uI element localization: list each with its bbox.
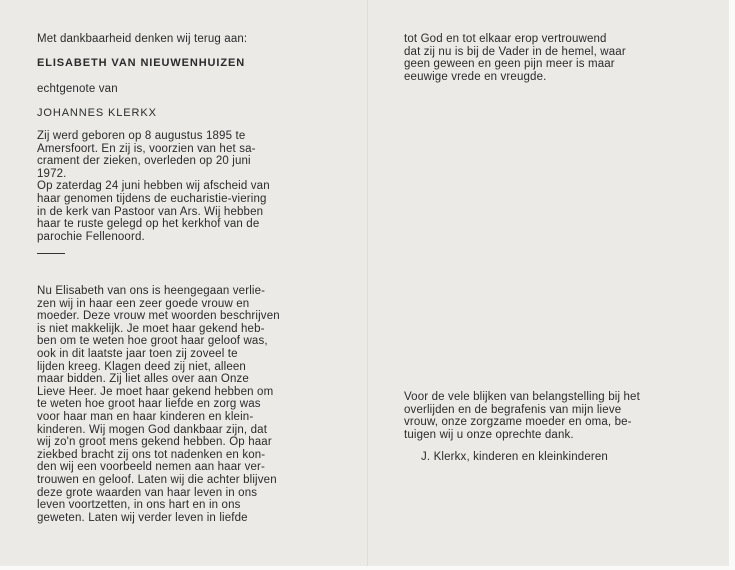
bio-line: haar te ruste gelegd op het kerkhof van de bbox=[37, 218, 260, 231]
tribute-line: wij zo'n groot mens gekend hebben. Op haar bbox=[37, 436, 272, 449]
tribute-line: voor haar man en haar kinderen en klein- bbox=[37, 410, 254, 423]
bio-line: haar genomen tijdens de eucharistie-viering bbox=[37, 192, 267, 205]
spouse-name: JOHANNES KLERKX bbox=[37, 107, 157, 119]
thanks-line: tuigen wij u onze oprechte dank. bbox=[404, 428, 574, 441]
bio-line: crament der zieken, overleden op 20 juni bbox=[37, 155, 251, 168]
tribute-line: lijden kreeg. Klagen deed zij niet, alleen bbox=[37, 360, 246, 373]
bio-line: Op zaterdag 24 juni hebben wij afscheid van bbox=[37, 180, 270, 193]
bio-line: Amersfoort. En zij is, voorzien van het sa- bbox=[37, 142, 256, 155]
continuation-line: tot God en tot elkaar erop vertrouwend bbox=[404, 33, 607, 45]
biography-paragraph bbox=[37, 130, 355, 243]
tribute-line: maar bidden. Zij liet alles over aan Onze bbox=[37, 373, 249, 386]
scan-edge-right bbox=[729, 0, 735, 570]
thanks-line: Voor de vele blijken van belangstelling bij het bbox=[404, 391, 640, 403]
continuation-line: eeuwige vrede en vreugde. bbox=[404, 70, 547, 83]
thanks-line: overlijden en de begrafenis van mijn lieve bbox=[404, 403, 622, 416]
bio-line: parochie Fellenoord. bbox=[37, 230, 145, 243]
scan-edge-bottom bbox=[0, 566, 735, 570]
thanks-line: vrouw, onze zorgzame moeder en oma, be- bbox=[404, 416, 632, 429]
deceased-name: ELISABETH VAN NIEUWENHUIZEN bbox=[37, 57, 246, 69]
tribute-paragraph bbox=[37, 285, 355, 524]
continuation-line: dat zij nu is bij de Vader in de hemel, waar bbox=[404, 45, 626, 58]
tribute-line: Nu Elisabeth van ons is heengegaan verlie- bbox=[37, 285, 266, 297]
thanks-paragraph bbox=[404, 391, 726, 441]
continuation-line: geen geween en geen pijn meer is maar bbox=[404, 58, 615, 71]
tribute-line: ook in dit laatste jaar toen zij zoveel te bbox=[37, 347, 238, 360]
tribute-line: is niet makkelijk. Je moet haar gekend heb- bbox=[37, 322, 265, 335]
tribute-line: te weten hoe groot haar liefde en zorg was bbox=[37, 398, 261, 411]
tribute-line: deze grote waarden van haar leven in ons bbox=[37, 486, 258, 499]
tribute-line: den wij een voorbeeld nemen aan haar ver- bbox=[37, 461, 265, 474]
tribute-line: kinderen. Wij mogen God dankbaar zijn, dat bbox=[37, 423, 268, 436]
signature: J. Klerkx, kinderen en kleinkinderen bbox=[421, 451, 608, 463]
tribute-line: ziekbed bracht zij ons tot nadenken en kon- bbox=[37, 448, 266, 461]
section-divider bbox=[37, 253, 65, 254]
tribute-line: trouwen en geloof. Laten wij die achter blijven bbox=[37, 473, 277, 486]
tribute-line: ben om te weten hoe groot haar geloof was, bbox=[37, 335, 268, 348]
fold-line bbox=[367, 0, 368, 570]
tribute-line: geweten. Laten wij verder leven in liefde bbox=[37, 511, 248, 524]
bio-line: in de kerk van Pastoor van Ars. Wij hebben bbox=[37, 205, 264, 218]
continuation-paragraph bbox=[404, 33, 726, 83]
tribute-line: zen wij in haar een zeer goede vrouw en bbox=[37, 297, 250, 310]
bio-line: Zij werd geboren op 8 augustus 1895 te bbox=[37, 130, 246, 142]
tribute-line: Lieve Heer. Je moet haar gekend hebben om bbox=[37, 385, 274, 398]
tribute-line: leven voortzetten, in ons hart en in ons bbox=[37, 499, 241, 512]
relation-text: echtgenote van bbox=[37, 83, 118, 95]
bio-line: 1972. bbox=[37, 167, 67, 180]
tribute-line: moeder. Deze vrouw met woorden beschrijven bbox=[37, 310, 280, 323]
intro-text: Met dankbaarheid denken wij terug aan: bbox=[37, 33, 248, 45]
